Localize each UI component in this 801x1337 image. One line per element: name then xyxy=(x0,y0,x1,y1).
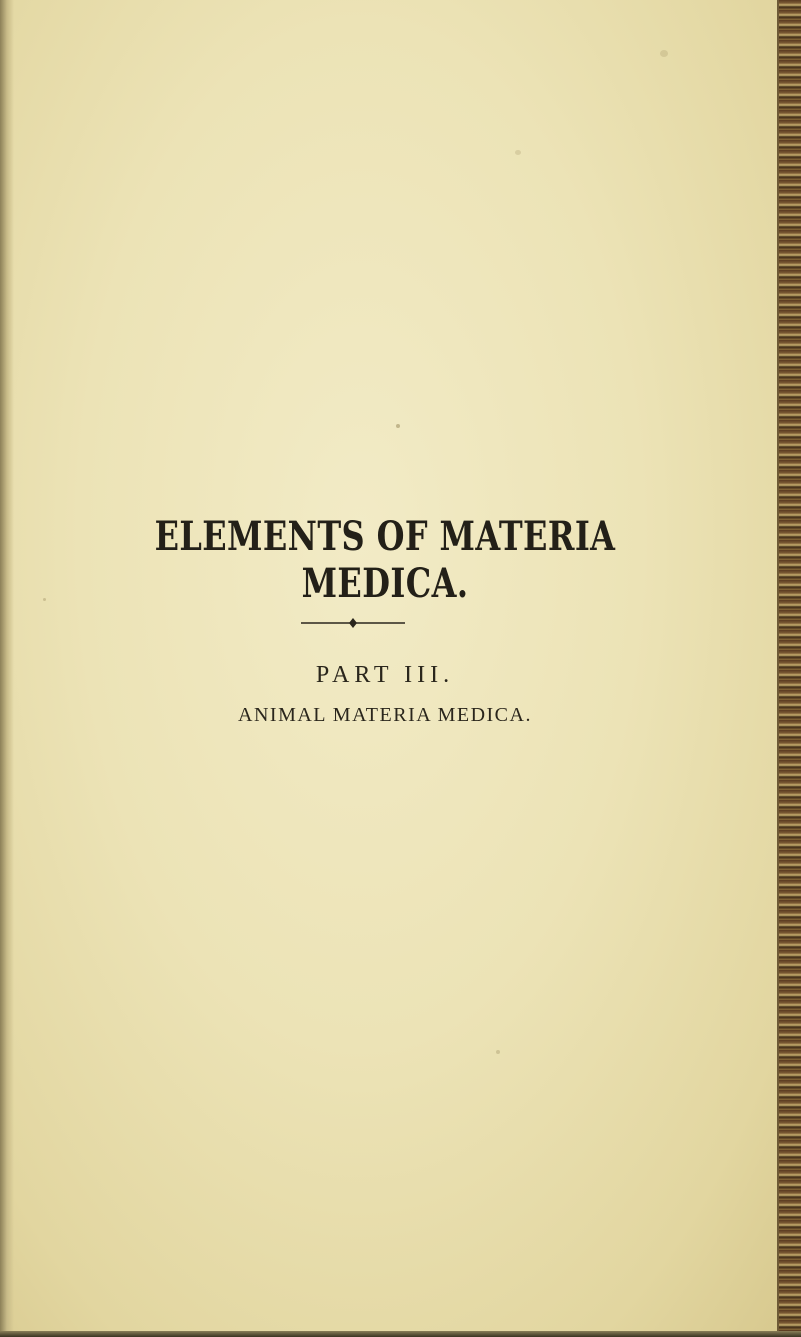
paper-speck xyxy=(515,150,521,155)
paper-speck xyxy=(43,598,46,601)
paper-speck xyxy=(396,424,400,428)
paper-speck xyxy=(496,1050,500,1054)
diamond-rule-icon xyxy=(301,618,405,628)
part-subtitle: ANIMAL MATERIA MEDICA. xyxy=(238,704,532,726)
part-heading: PART III. xyxy=(315,662,455,688)
page-edges xyxy=(777,0,801,1337)
book-title: ELEMENTS OF MATERIA MEDICA. xyxy=(154,513,616,607)
paper-speck xyxy=(660,50,668,57)
